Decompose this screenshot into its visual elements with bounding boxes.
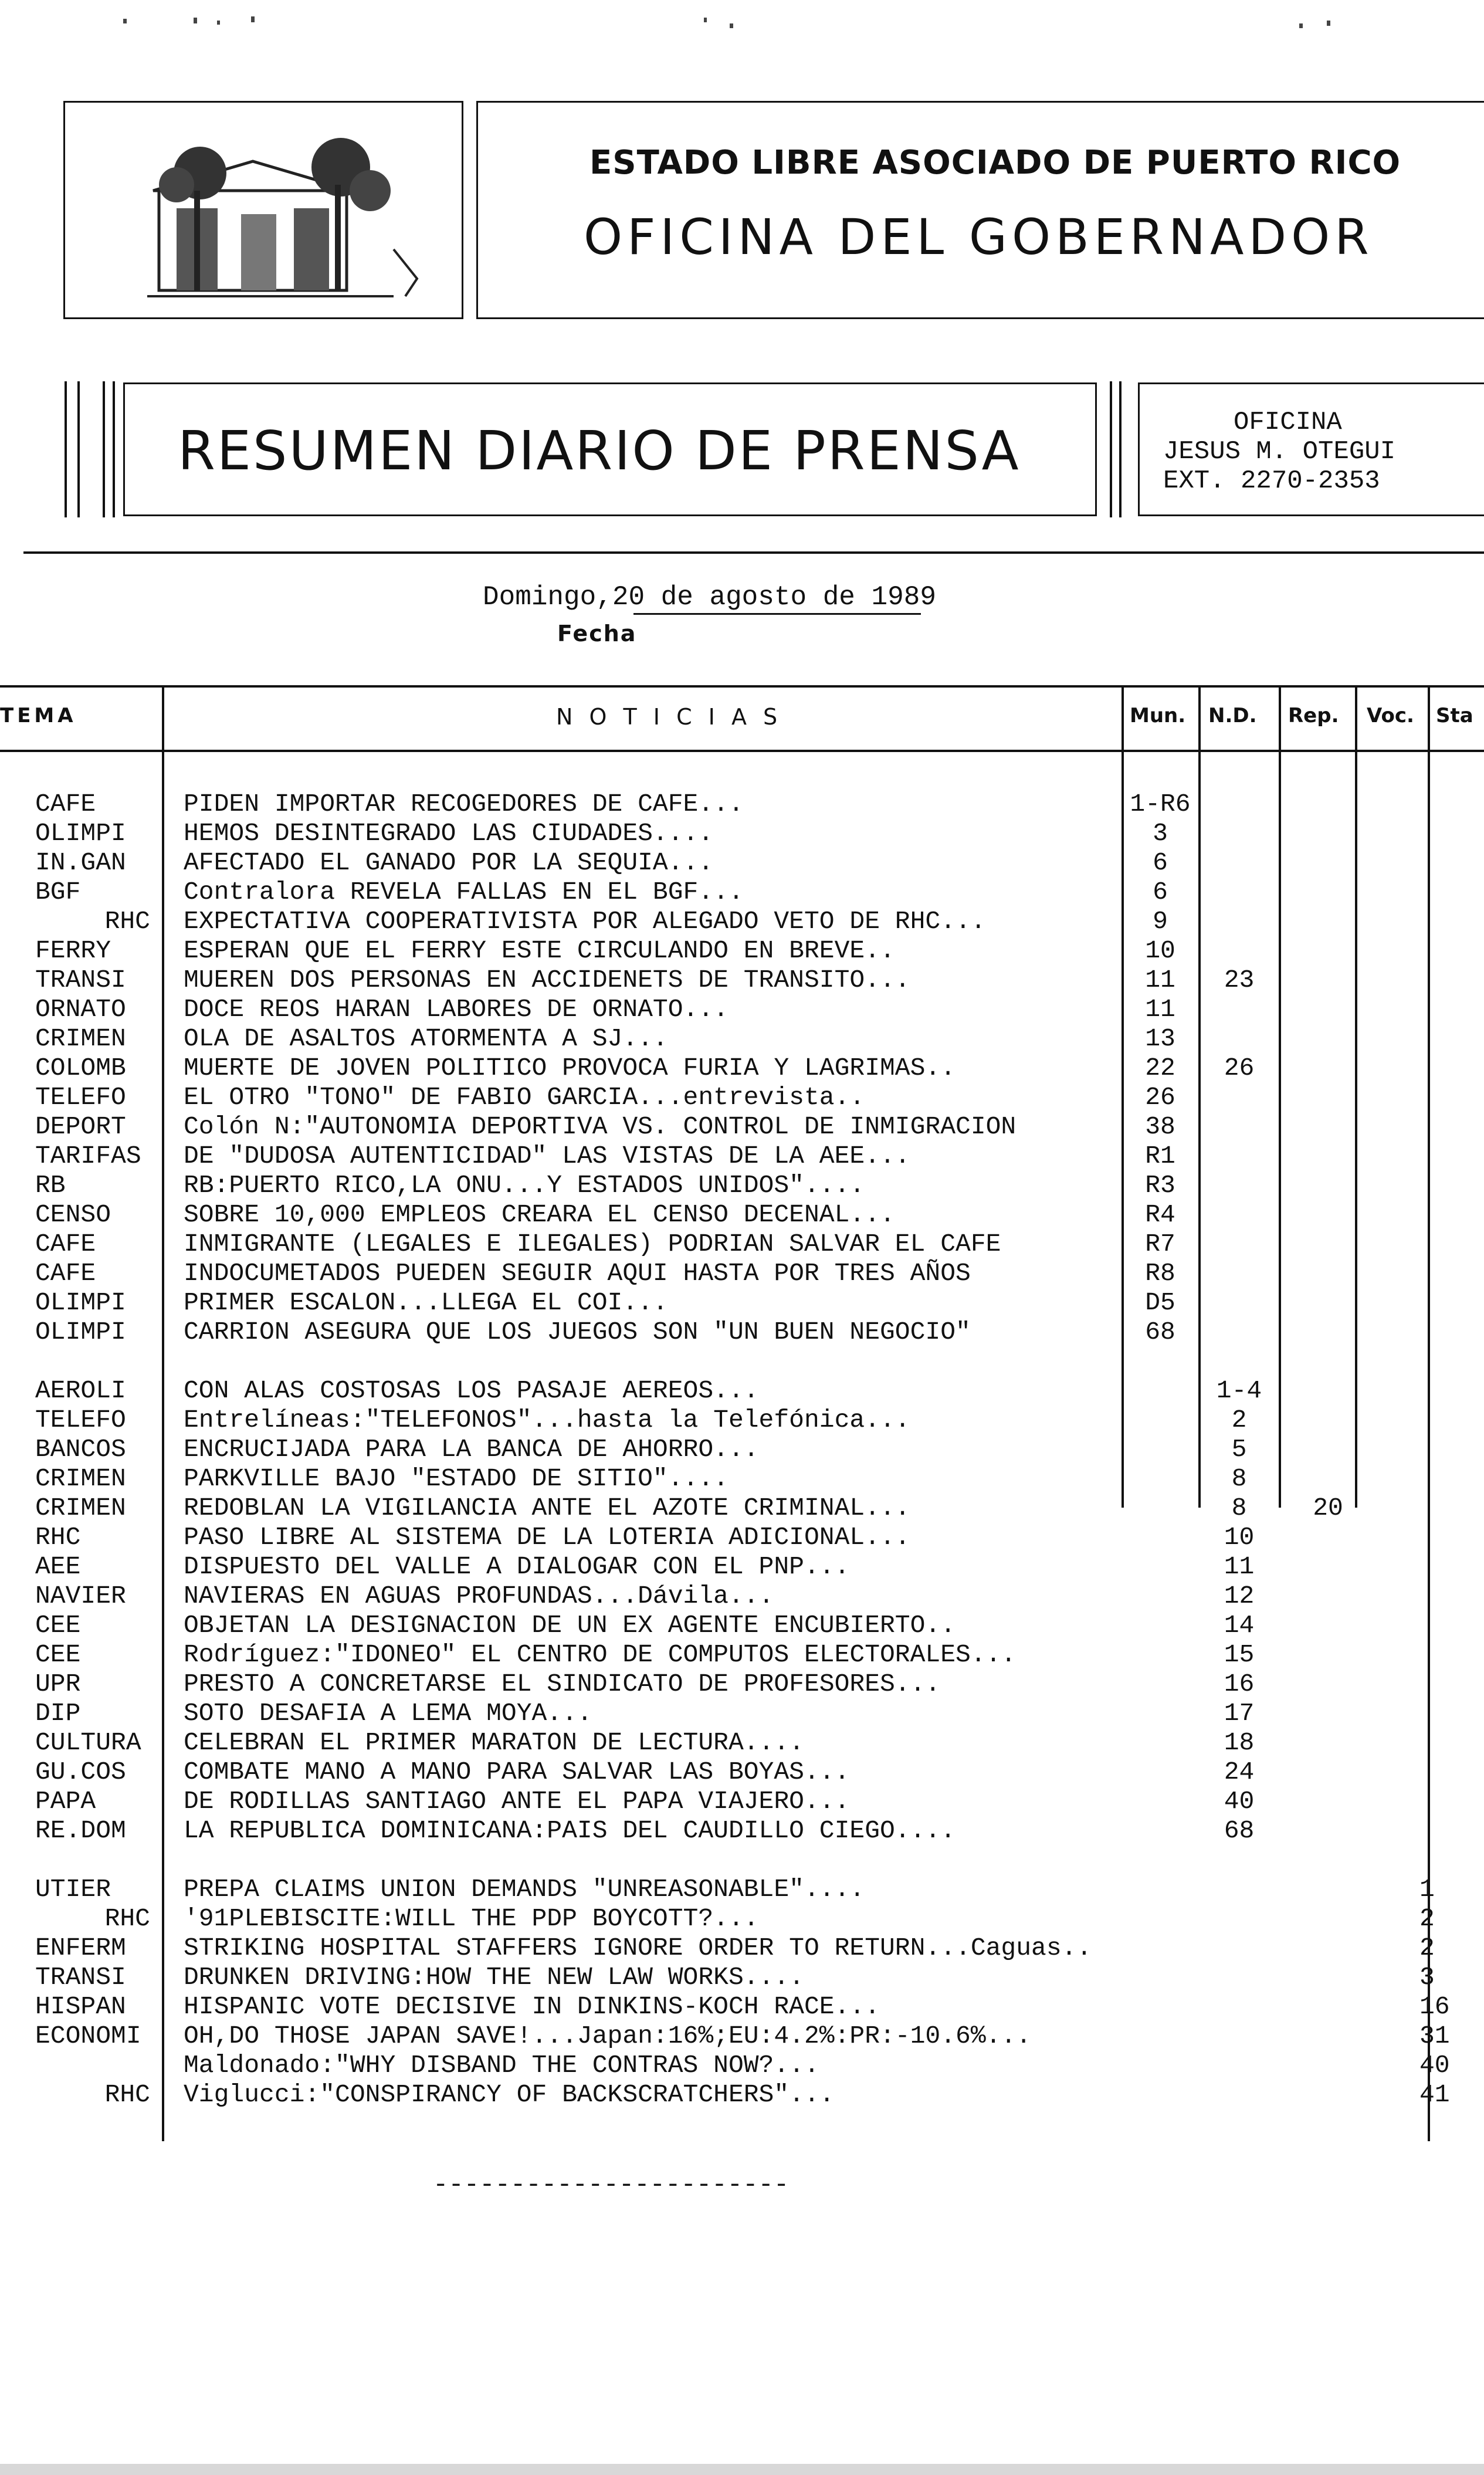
table-row [0, 1318, 1484, 1347]
table-row [0, 995, 1484, 1024]
row-tema: CEE [35, 1640, 81, 1669]
right-double-rule [1110, 381, 1112, 517]
row-tema: OLIMPI [35, 1288, 126, 1317]
table-header-rule [0, 750, 1484, 752]
row-noticia: CARRION ASEGURA QUE LOS JUEGOS SON "UN BUEN NEGOCIO" [184, 1318, 971, 1346]
right-double-rule [1119, 381, 1122, 517]
row-tema: RHC [104, 1904, 150, 1933]
table-row [0, 790, 1484, 819]
table-row [0, 1112, 1484, 1142]
row-mun: 10 [1145, 936, 1175, 965]
row-mun: 26 [1145, 1083, 1175, 1112]
row-rep: 20 [1313, 1494, 1343, 1522]
row-star: 16 [1419, 1992, 1450, 2021]
table-row [0, 1494, 1484, 1523]
row-noticia: CON ALAS COSTOSAS LOS PASAJE AEREOS... [184, 1376, 759, 1405]
row-noticia: PARKVILLE BAJO "ESTADO DE SITIO".... [184, 1464, 729, 1493]
row-noticia: Viglucci:"CONSPIRANCY OF BACKSCRATCHERS"... [184, 2080, 835, 2109]
row-noticia: DISPUESTO DEL VALLE A DIALOGAR CON EL PNP... [184, 1552, 850, 1581]
row-nd: 23 [1224, 966, 1255, 994]
scan-speckle [1299, 23, 1303, 28]
contact-box [1138, 382, 1484, 516]
row-noticia: DOCE REOS HARAN LABORES DE ORNATO... [184, 995, 729, 1024]
row-nd: 10 [1224, 1523, 1255, 1552]
table-row [0, 1611, 1484, 1640]
col-header-rep: Rep. [1288, 704, 1339, 727]
scan-speckle [194, 18, 197, 23]
row-star: 1 [1419, 1875, 1435, 1904]
row-mun: 38 [1145, 1112, 1175, 1141]
row-noticia: '91PLEBISCITE:WILL THE PDP BOYCOTT?... [184, 1904, 759, 1933]
row-tema: ECONOMI [35, 2022, 141, 2050]
row-noticia: ESPERAN QUE EL FERRY ESTE CIRCULANDO EN BREVE.. [184, 936, 895, 965]
scan-speckle [123, 19, 127, 23]
row-noticia: Entrelíneas:"TELEFONOS"...hasta la Telefónica... [184, 1406, 910, 1434]
row-noticia: OLA DE ASALTOS ATORMENTA A SJ... [184, 1024, 668, 1053]
row-noticia: REDOBLAN LA VIGILANCIA ANTE EL AZOTE CRIMINAL... [184, 1494, 910, 1522]
table-row [0, 1758, 1484, 1787]
row-nd: 8 [1231, 1494, 1247, 1522]
row-mun: 22 [1145, 1054, 1175, 1082]
row-noticia: MUEREN DOS PERSONAS EN ACCIDENETS DE TRANSITO... [184, 966, 910, 994]
table-row [0, 1934, 1484, 1963]
table-row [0, 966, 1484, 995]
table-row [0, 1288, 1484, 1318]
row-tema: DIP [35, 1699, 81, 1728]
row-mun: 6 [1153, 848, 1168, 877]
table-row [0, 1054, 1484, 1083]
row-tema: RHC [35, 1523, 81, 1552]
row-tema: CRIMEN [35, 1024, 126, 1053]
row-nd: 2 [1231, 1406, 1247, 1434]
table-row [0, 819, 1484, 848]
row-tema: BGF [35, 878, 81, 906]
row-noticia: LA REPUBLICA DOMINICANA:PAIS DEL CAUDILLO CIEGO.... [184, 1816, 956, 1845]
row-noticia: Rodríguez:"IDONEO" EL CENTRO DE COMPUTOS ELECTORALES... [184, 1640, 1017, 1669]
row-tema: NAVIER [35, 1582, 126, 1610]
scan-speckle [1327, 21, 1330, 26]
table-row [0, 1142, 1484, 1171]
table-row [0, 1230, 1484, 1259]
row-noticia: COMBATE MANO A MANO PARA SALVAR LAS BOYAS... [184, 1758, 850, 1786]
table-row [0, 1259, 1484, 1288]
date-value: Domingo,20 de agosto de 1989 [483, 582, 936, 612]
row-nd: 16 [1224, 1670, 1255, 1698]
row-noticia: AFECTADO EL GANADO POR LA SEQUIA... [184, 848, 714, 877]
col-header-star: Sta [1436, 704, 1473, 727]
scan-speckle [730, 23, 733, 28]
row-mun: R8 [1145, 1259, 1175, 1288]
row-noticia: SOTO DESAFIA A LEMA MOYA... [184, 1699, 592, 1728]
row-noticia: PRIMER ESCALON...LLEGA EL COI... [184, 1288, 668, 1317]
row-tema: AEROLI [35, 1376, 126, 1405]
table-row [0, 1904, 1484, 1934]
table-row [0, 2051, 1484, 2080]
row-noticia: EL OTRO "TONO" DE FABIO GARCIA...entrevista.. [184, 1083, 865, 1112]
col-header-nd: N.D. [1208, 704, 1257, 727]
row-star: 2 [1419, 1934, 1435, 1962]
row-noticia: EXPECTATIVA COOPERATIVISTA POR ALEGADO VETO DE RHC... [184, 907, 986, 936]
row-noticia: INMIGRANTE (LEGALES E ILEGALES) PODRIAN SALVAR EL CAFE [184, 1230, 1001, 1258]
contact-name: JESUS M. OTEGUI [1163, 437, 1396, 466]
row-tema: TRANSI [35, 1963, 126, 1992]
table-top-rule [0, 685, 1484, 688]
row-noticia: MUERTE DE JOVEN POLITICO PROVOCA FURIA Y LAGRIMAS.. [184, 1054, 956, 1082]
row-noticia: SOBRE 10,000 EMPLEOS CREARA EL CENSO DECENAL... [184, 1200, 895, 1229]
row-tema: BANCOS [35, 1435, 126, 1464]
row-tema: TARIFAS [35, 1142, 141, 1170]
row-star: 2 [1419, 1904, 1435, 1933]
scan-speckle [217, 21, 220, 25]
state-name: ESTADO LIBRE ASOCIADO DE PUERTO RICO [589, 144, 1401, 182]
row-tema: RB [35, 1171, 66, 1200]
row-tema: TELEFO [35, 1406, 126, 1434]
scan-speckle [704, 18, 707, 22]
row-tema: UTIER [35, 1875, 111, 1904]
row-tema: ORNATO [35, 995, 126, 1024]
table-row [0, 1699, 1484, 1728]
table-row [0, 1728, 1484, 1758]
table-row [0, 1083, 1484, 1112]
row-noticia: DRUNKEN DRIVING:HOW THE NEW LAW WORKS.... [184, 1963, 804, 1992]
row-nd: 1-4 [1216, 1376, 1262, 1405]
row-mun: R1 [1145, 1142, 1175, 1170]
row-nd: 68 [1224, 1816, 1255, 1845]
row-noticia: CELEBRAN EL PRIMER MARATON DE LECTURA.... [184, 1728, 804, 1757]
table-row [0, 1200, 1484, 1230]
contact-office: OFICINA [1234, 408, 1342, 437]
row-nd: 17 [1224, 1699, 1255, 1728]
table-row [0, 2080, 1484, 2110]
scan-speckle [251, 16, 255, 22]
table-row [0, 1464, 1484, 1494]
row-tema: CULTURA [35, 1728, 141, 1757]
row-tema: GU.COS [35, 1758, 126, 1786]
row-tema: CRIMEN [35, 1494, 126, 1522]
table-row [0, 1640, 1484, 1670]
row-nd: 15 [1224, 1640, 1255, 1669]
row-noticia: RB:PUERTO RICO,LA ONU...Y ESTADOS UNIDOS".... [184, 1171, 865, 1200]
row-mun: 13 [1145, 1024, 1175, 1053]
row-noticia: Maldonado:"WHY DISBAND THE CONTRAS NOW?... [184, 2051, 819, 2080]
row-noticia: PIDEN IMPORTAR RECOGEDORES DE CAFE... [184, 790, 744, 818]
row-tema: OLIMPI [35, 1318, 126, 1346]
row-tema: TELEFO [35, 1083, 126, 1112]
table-row [0, 1670, 1484, 1699]
table-row [0, 1875, 1484, 1904]
row-nd: 40 [1224, 1787, 1255, 1816]
office-name: OFICINA DEL GOBERNADOR [584, 208, 1374, 266]
table-row [0, 1992, 1484, 2022]
left-double-rule [77, 381, 80, 517]
row-nd: 18 [1224, 1728, 1255, 1757]
row-noticia: HEMOS DESINTEGRADO LAS CIUDADES.... [184, 819, 714, 848]
row-tema: CEE [35, 1611, 81, 1640]
left-double-rule [103, 381, 105, 517]
scan-bottom-edge [0, 2464, 1484, 2475]
col-header-noticias: N O T I C I A S [556, 704, 782, 730]
date-underline [633, 613, 921, 615]
office-title-box [476, 101, 1484, 319]
row-mun: 1-R6 [1130, 790, 1191, 818]
row-tema: CENSO [35, 1200, 111, 1229]
row-noticia: Colón N:"AUTONOMIA DEPORTIVA VS. CONTROL DE INMIGRACION [184, 1112, 1017, 1141]
row-tema: IN.GAN [35, 848, 126, 877]
date-label: Fecha [557, 621, 637, 646]
table-row [0, 2022, 1484, 2051]
table-row [0, 1171, 1484, 1200]
fortaleza-logo-icon [65, 103, 462, 317]
row-tema: RE.DOM [35, 1816, 126, 1845]
table-row [0, 1024, 1484, 1054]
table-row [0, 1787, 1484, 1816]
table-row [0, 1435, 1484, 1464]
row-noticia: PREPA CLAIMS UNION DEMANDS "UNREASONABLE".... [184, 1875, 865, 1904]
left-double-rule [113, 381, 115, 517]
row-tema: CAFE [35, 790, 96, 818]
row-noticia: OBJETAN LA DESIGNACION DE UN EX AGENTE ENCUBIERTO.. [184, 1611, 956, 1640]
row-noticia: PRESTO A CONCRETARSE EL SINDICATO DE PROFESORES... [184, 1670, 941, 1698]
col-header-voc: Voc. [1367, 704, 1414, 727]
row-noticia: INDOCUMETADOS PUEDEN SEGUIR AQUI HASTA POR TRES AÑOS [184, 1259, 971, 1288]
row-mun: D5 [1145, 1288, 1175, 1317]
row-noticia: NAVIERAS EN AGUAS PROFUNDAS...Dávila... [184, 1582, 774, 1610]
left-double-rule [65, 381, 67, 517]
row-tema: HISPAN [35, 1992, 126, 2021]
row-tema: PAPA [35, 1787, 96, 1816]
footer-rule: ----------------------- [433, 2171, 790, 2200]
row-star: 3 [1419, 1963, 1435, 1992]
row-noticia: STRIKING HOSPITAL STAFFERS IGNORE ORDER TO RETURN...Caguas.. [184, 1934, 1092, 1962]
row-tema: COLOMB [35, 1054, 126, 1082]
table-row [0, 848, 1484, 878]
row-noticia: PASO LIBRE AL SISTEMA DE LA LOTERIA ADICIONAL... [184, 1523, 910, 1552]
row-tema: FERRY [35, 936, 111, 965]
row-tema: TRANSI [35, 966, 126, 994]
row-tema: DEPORT [35, 1112, 126, 1141]
table-row [0, 936, 1484, 966]
row-tema: OLIMPI [35, 819, 126, 848]
row-mun: R7 [1145, 1230, 1175, 1258]
row-star: 41 [1419, 2080, 1450, 2109]
row-noticia: HISPANIC VOTE DECISIVE IN DINKINS-KOCH RACE... [184, 1992, 880, 2021]
row-mun: R4 [1145, 1200, 1175, 1229]
table-row [0, 878, 1484, 907]
table-row [0, 1523, 1484, 1552]
row-tema: CAFE [35, 1259, 96, 1288]
row-tema: AEE [35, 1552, 81, 1581]
table-row [0, 1963, 1484, 1992]
row-tema: CAFE [35, 1230, 96, 1258]
logo-box [63, 101, 463, 319]
row-mun: 6 [1153, 878, 1168, 906]
row-star: 31 [1419, 2022, 1450, 2050]
row-tema: RHC [104, 907, 150, 936]
table-row [0, 1582, 1484, 1611]
row-mun: 68 [1145, 1318, 1175, 1346]
col-header-mun: Mun. [1130, 704, 1186, 727]
header-divider [23, 551, 1484, 554]
row-tema: RHC [104, 2080, 150, 2109]
row-mun: 11 [1145, 995, 1175, 1024]
resumen-title-box [123, 382, 1097, 516]
row-nd: 12 [1224, 1582, 1255, 1610]
row-nd: 8 [1231, 1464, 1247, 1493]
table-row [0, 907, 1484, 936]
row-nd: 14 [1224, 1611, 1255, 1640]
row-star: 40 [1419, 2051, 1450, 2080]
row-mun: 9 [1153, 907, 1168, 936]
row-noticia: OH,DO THOSE JAPAN SAVE!...Japan:16%;EU:4.2%:PR:-10.6%... [184, 2022, 1032, 2050]
table-row [0, 1406, 1484, 1435]
report-title: RESUMEN DIARIO DE PRENSA [178, 419, 1021, 482]
row-nd: 5 [1231, 1435, 1247, 1464]
contact-extension: EXT. 2270-2353 [1163, 466, 1380, 496]
row-nd: 26 [1224, 1054, 1255, 1082]
row-nd: 24 [1224, 1758, 1255, 1786]
col-header-tema: TEMA [0, 704, 77, 727]
table-row [0, 1816, 1484, 1846]
row-noticia: DE RODILLAS SANTIAGO ANTE EL PAPA VIAJERO... [184, 1787, 850, 1816]
row-mun: 11 [1145, 966, 1175, 994]
row-mun: R3 [1145, 1171, 1175, 1200]
row-noticia: DE "DUDOSA AUTENTICIDAD" LAS VISTAS DE LA AEE... [184, 1142, 910, 1170]
row-tema: CRIMEN [35, 1464, 126, 1493]
row-nd: 11 [1224, 1552, 1255, 1581]
row-tema: UPR [35, 1670, 81, 1698]
row-noticia: Contralora REVELA FALLAS EN EL BGF... [184, 878, 744, 906]
row-noticia: ENCRUCIJADA PARA LA BANCA DE AHORRO... [184, 1435, 759, 1464]
row-mun: 3 [1153, 819, 1168, 848]
row-tema: ENFERM [35, 1934, 126, 1962]
table-row [0, 1376, 1484, 1406]
table-row [0, 1552, 1484, 1582]
